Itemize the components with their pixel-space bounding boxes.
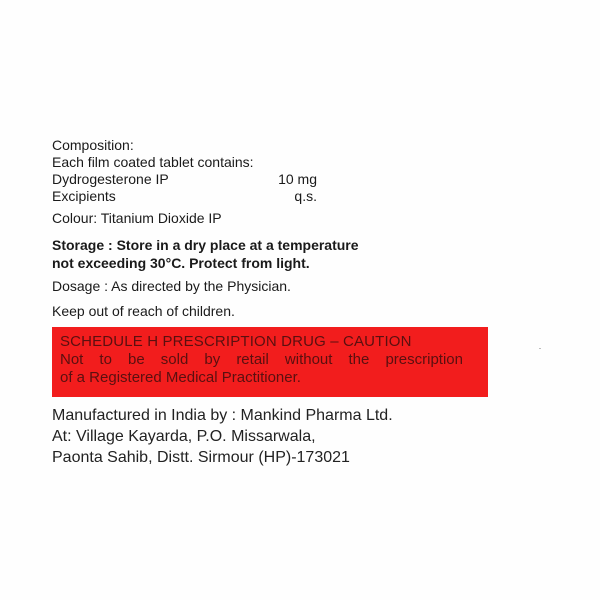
caution-word: the [348, 351, 370, 368]
caution-title: SCHEDULE H PRESCRIPTION DRUG – CAUTION [60, 333, 412, 350]
ingredient-name: Excipients [52, 188, 116, 204]
caution-word: without [284, 351, 333, 368]
caution-word: be [128, 351, 145, 368]
keep-out-of-reach-line: Keep out of reach of children. [52, 303, 235, 319]
caution-word: prescription [385, 351, 463, 368]
manufacturer-line-3: Paonta Sahib, Distt. Sirmour (HP)-173021 [52, 449, 350, 466]
schedule-h-caution-box [52, 327, 488, 397]
caution-word: Not [60, 351, 84, 368]
colour-line: Colour: Titanium Dioxide IP [52, 210, 222, 226]
caution-line-3: of a Registered Medical Practitioner. [60, 369, 301, 386]
composition-section [52, 137, 317, 205]
caution-word: to [99, 351, 112, 368]
manufacturer-section [52, 405, 393, 468]
ingredient-amount: 10 mg [278, 171, 317, 187]
manufacturer-line-1: Manufactured in India by : Mankind Pharma Ltd. [52, 407, 393, 424]
print-speck [539, 348, 541, 349]
storage-line-1: Storage : Store in a dry place at a temperature [52, 237, 359, 253]
ingredient-amount: q.s. [294, 188, 317, 204]
caution-word: retail [236, 351, 269, 368]
composition-row [52, 188, 317, 205]
composition-intro: Each film coated tablet contains: [52, 154, 254, 170]
manufacturer-line-2: At: Village Kayarda, P.O. Missarwala, [52, 428, 316, 445]
ingredient-name: Dydrogesterone IP [52, 171, 169, 187]
caution-word: sold [160, 351, 189, 368]
composition-row [52, 171, 317, 188]
composition-heading: Composition: [52, 137, 134, 153]
storage-line-2: not exceeding 30°C. Protect from light. [52, 255, 310, 271]
caution-line-2 [60, 351, 463, 369]
dosage-line: Dosage : As directed by the Physician. [52, 278, 291, 294]
storage-instructions [52, 236, 359, 272]
caution-word: by [204, 351, 221, 368]
